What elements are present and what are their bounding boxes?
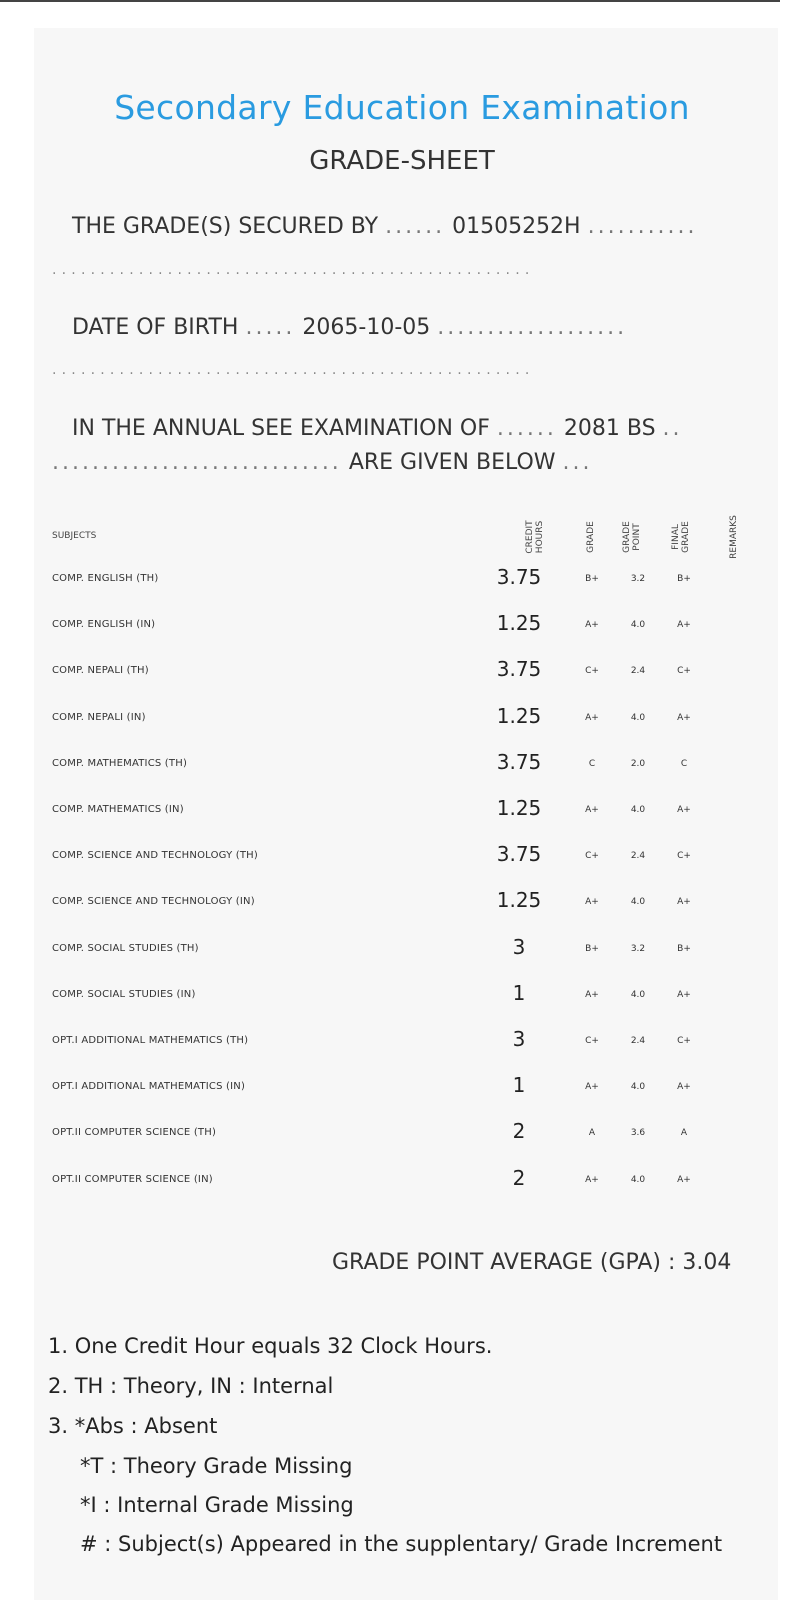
grade: C+ — [585, 1036, 599, 1046]
final-grade: C+ — [677, 1036, 691, 1046]
subject-name: COMP. SOCIAL STUDIES (TH) — [52, 942, 199, 954]
grade-point: 2.4 — [630, 851, 646, 862]
final-grade: C+ — [677, 666, 691, 677]
credit-hours: 1.25 — [496, 703, 542, 728]
gpa-line — [332, 1250, 731, 1275]
grade: C+ — [585, 851, 599, 862]
grade: A+ — [585, 805, 599, 815]
final-grade: A+ — [677, 805, 691, 815]
subject-name: COMP. NEPALI (IN) — [52, 711, 146, 723]
subject-name: OPT.II COMPUTER SCIENCE (IN) — [52, 1173, 213, 1185]
note-th-in: 2. TH : Theory, IN : Internal — [48, 1374, 334, 1398]
note-internal-missing: *I : Internal Grade Missing — [80, 1493, 354, 1517]
credit-hours: 1.25 — [496, 796, 542, 820]
secured-by-line: THE GRADE(S) SECURED BY ...... 01505252H ........... — [72, 214, 698, 239]
subject-name: COMP. SOCIAL STUDIES (IN) — [52, 988, 196, 1000]
header-grade-point: GRADE POINT — [622, 521, 642, 553]
exam-year: 2081 BS — [563, 416, 656, 441]
grade: A+ — [585, 1174, 599, 1185]
subject-name: COMP. ENGLISH (IN) — [52, 619, 156, 631]
grade: B+ — [585, 574, 599, 584]
grade: A+ — [585, 620, 599, 631]
final-grade: A+ — [677, 897, 691, 908]
given-below-line: ............................. ARE GIVEN BELOW ... — [52, 450, 593, 475]
subject-name: OPT.I ADDITIONAL MATHEMATICS (TH) — [52, 1035, 249, 1046]
final-grade: C — [680, 758, 688, 769]
note-absent: 3. *Abs : Absent — [48, 1414, 218, 1438]
symbol-number: 01505252H — [452, 214, 581, 239]
grade-point: 4.0 — [630, 1082, 646, 1093]
exam-title: Secondary Education Examination — [114, 88, 690, 127]
header-subjects: SUBJECTS — [52, 531, 97, 541]
credit-hours: 1 — [512, 1073, 526, 1098]
grade-point: 3.2 — [630, 943, 646, 954]
dotted-line: .................................................. — [52, 262, 535, 278]
grade: B+ — [585, 943, 599, 954]
final-grade: B+ — [677, 574, 691, 584]
grade-point: 3.6 — [630, 1128, 646, 1139]
final-grade: B+ — [677, 943, 691, 954]
grade-point: 2.4 — [630, 1036, 646, 1046]
note-credit-hour: 1. One Credit Hour equals 32 Clock Hours. — [48, 1334, 493, 1358]
header-grade: GRADE — [586, 521, 596, 553]
final-grade: A — [680, 1128, 688, 1139]
grade: C+ — [585, 666, 599, 677]
final-grade: A+ — [677, 712, 691, 723]
credit-hours: 3 — [512, 934, 526, 959]
subject-name: COMP. ENGLISH (TH) — [52, 573, 159, 584]
credit-hours: 1.25 — [496, 888, 542, 913]
grade-point: 4.0 — [630, 805, 646, 815]
subject-name: COMP. MATHEMATICS (TH) — [52, 757, 188, 769]
grade: A+ — [585, 712, 599, 723]
credit-hours: 1 — [512, 980, 526, 1005]
credit-hours: 2 — [512, 1165, 526, 1190]
final-grade: A+ — [677, 620, 691, 631]
top-border — [0, 0, 780, 2]
header-final-grade: FINAL GRADE — [671, 521, 691, 553]
grade: C — [588, 758, 596, 769]
grade-sheet-heading: GRADE-SHEET — [309, 146, 495, 176]
final-grade: C+ — [677, 851, 691, 862]
credit-hours: 3 — [512, 1027, 526, 1051]
dob-line: DATE OF BIRTH ..... 2065-10-05 ................... — [72, 315, 628, 340]
given-below-text: ARE GIVEN BELOW — [348, 450, 556, 475]
exam-line: IN THE ANNUAL SEE EXAMINATION OF ...... 2081 BS .. — [72, 416, 683, 441]
subject-name: COMP. MATHEMATICS (IN) — [52, 804, 184, 815]
grade-point: 3.2 — [630, 574, 646, 584]
dob-label: DATE OF BIRTH — [72, 315, 239, 340]
credit-hours: 2 — [512, 1119, 526, 1144]
final-grade: A+ — [677, 989, 691, 1000]
grade: A+ — [585, 1082, 599, 1093]
note-supplementary: # : Subject(s) Appeared in the supplentary/ Grade Increment — [80, 1532, 723, 1556]
grade: A+ — [585, 989, 599, 1000]
gpa-label: GRADE POINT AVERAGE (GPA) : — [332, 1250, 676, 1275]
credit-hours: 3.75 — [496, 842, 542, 867]
credit-hours: 3.75 — [496, 565, 542, 589]
subject-name: COMP. NEPALI (TH) — [52, 665, 149, 677]
subject-name: OPT.II COMPUTER SCIENCE (TH) — [52, 1127, 217, 1139]
dotted-line: .................................................. — [52, 362, 535, 378]
credit-hours: 1.25 — [496, 611, 542, 636]
secured-by-label: THE GRADE(S) SECURED BY — [72, 214, 379, 239]
grade: A — [588, 1128, 596, 1139]
header-remarks: REMARKS — [729, 515, 739, 559]
subject-name: COMP. SCIENCE AND TECHNOLOGY (IN) — [52, 896, 255, 908]
subject-name: COMP. SCIENCE AND TECHNOLOGY (TH) — [52, 850, 259, 862]
credit-hours: 3.75 — [496, 749, 542, 774]
header-credit-hours: CREDIT HOURS — [525, 520, 545, 554]
grade-point: 2.4 — [630, 666, 646, 677]
grade-point: 4.0 — [630, 897, 646, 908]
subject-name: OPT.I ADDITIONAL MATHEMATICS (IN) — [52, 1081, 246, 1093]
grade-point: 4.0 — [630, 712, 646, 723]
date-of-birth: 2065-10-05 — [302, 315, 431, 340]
final-grade: A+ — [677, 1174, 691, 1185]
grade-point: 4.0 — [630, 620, 646, 631]
grade-point: 4.0 — [630, 1174, 646, 1185]
grade: A+ — [585, 897, 599, 908]
final-grade: A+ — [677, 1082, 691, 1093]
exam-label: IN THE ANNUAL SEE EXAMINATION OF — [72, 416, 490, 441]
grade-point: 2.0 — [630, 758, 646, 769]
gpa-value: 3.04 — [682, 1250, 732, 1275]
grade-point: 4.0 — [630, 989, 646, 1000]
note-theory-missing: *T : Theory Grade Missing — [80, 1454, 353, 1478]
credit-hours: 3.75 — [496, 657, 542, 682]
